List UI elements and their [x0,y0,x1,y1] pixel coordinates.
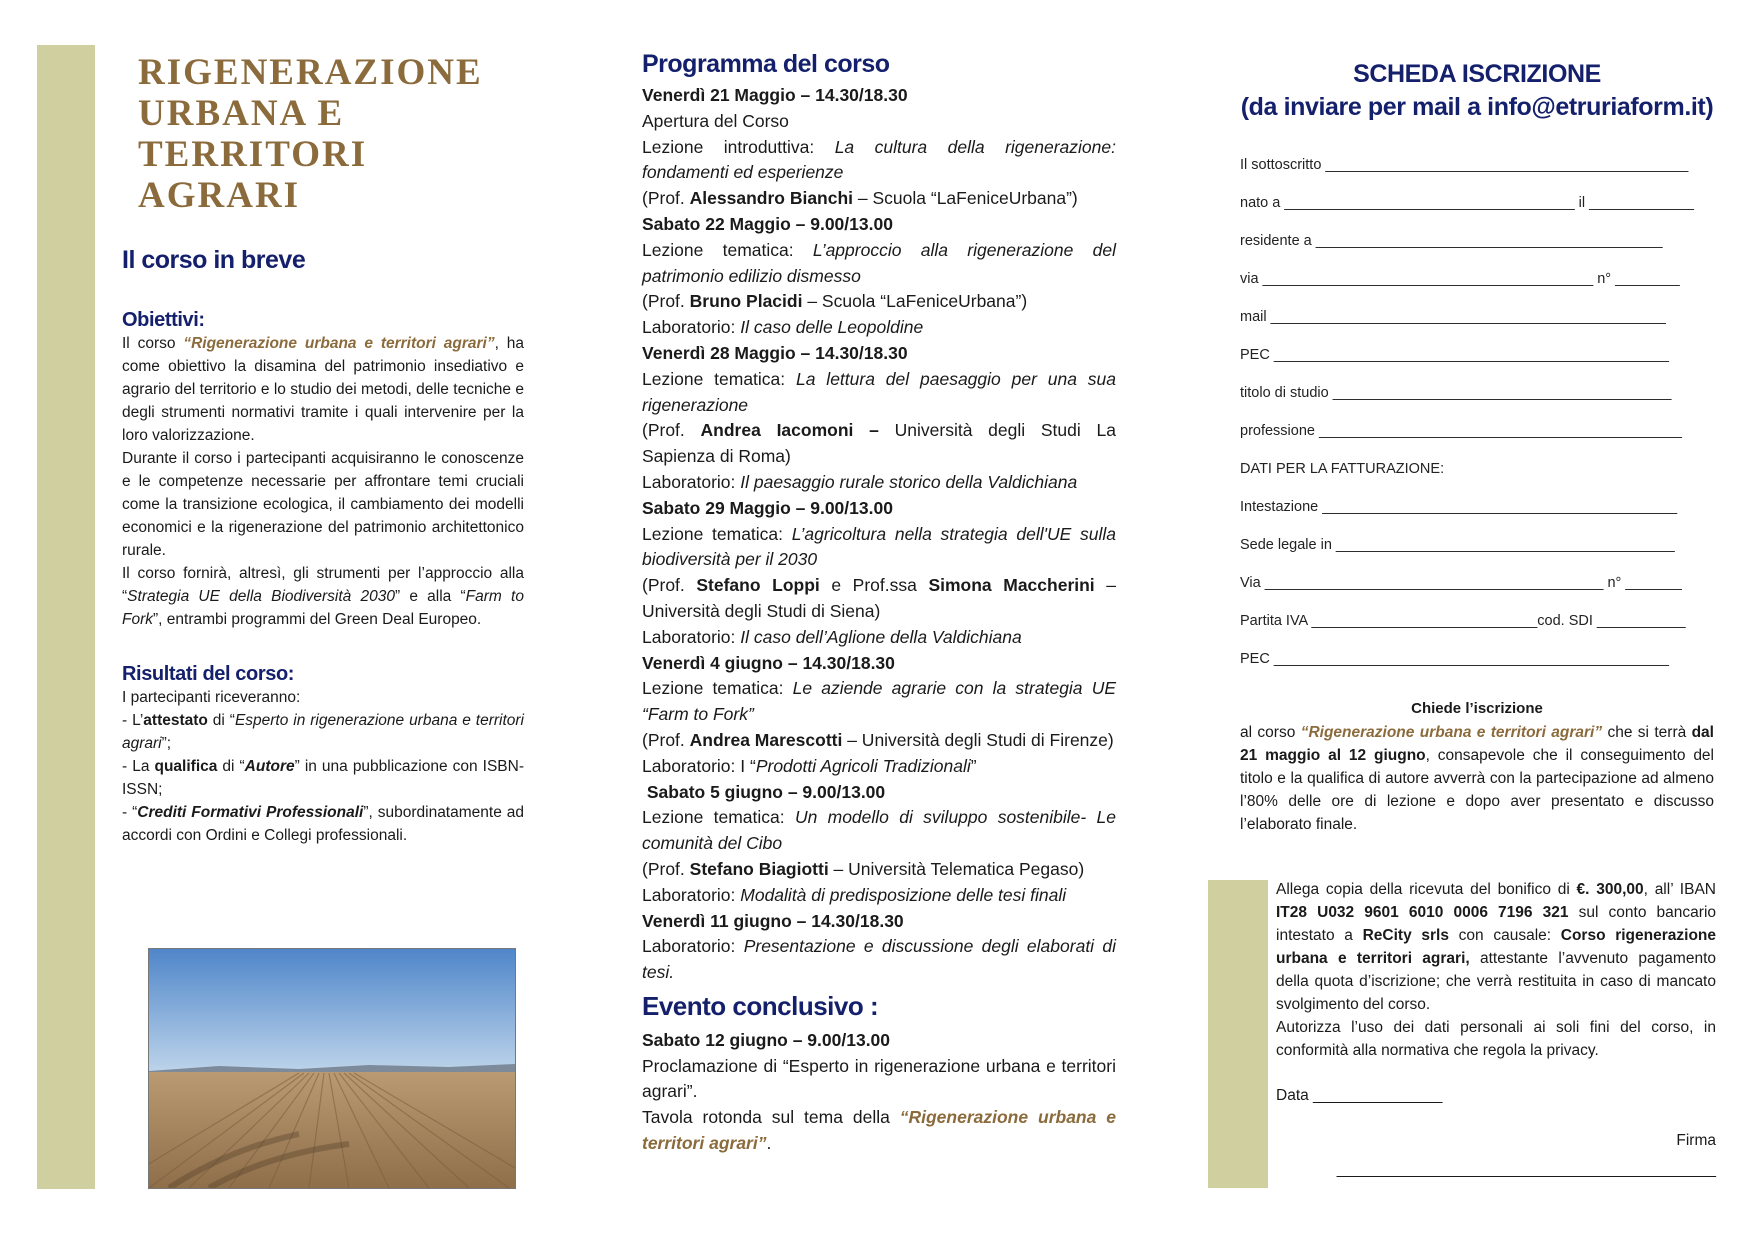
session-item: Laboratorio: Il caso delle Leopoldine [642,317,924,338]
field-billing-pec[interactable]: PEC _________________________________________________ [1240,651,1669,667]
session-item: Apertura del Corso [642,110,789,131]
session-item: Proclamazione di “Esperto in rigenerazione urbana e territori agrari”. [642,1055,1116,1102]
results-heading: Risultati del corso: [122,663,295,685]
title-line-2: URBANA E [138,93,345,134]
session-item: Lezione tematica: Le aziende agrarie con la strategia UE “Farm to Fork” [642,678,1116,725]
session-speaker: (Prof. Stefano Loppi e Prof.ssa Simona Maccherini – Università degli Studi di Siena) [642,575,1116,621]
signature-label: Firma [1676,1132,1716,1149]
session-date: Venerdì 28 Maggio – 14.30/18.30 [642,342,908,363]
field-residence[interactable]: residente a ___________________________________________ [1240,233,1663,249]
field-name[interactable]: Il sottoscritto _____________________________________________ [1240,157,1689,173]
field-street[interactable]: via _________________________________________ n° ________ [1240,271,1680,287]
objectives-paragraph-3: Il corso fornirà, altresì, gli strumenti per l’approccio alla “Strategia UE della Biodiversità 2030” e alla “Farm to Fork”, entrambi programmi del Green Deal Europeo. [122,565,524,628]
session-item: Laboratorio: Modalità di predisposizione delle tesi finali [642,884,1067,905]
objectives-heading: Obiettivi: [122,309,205,331]
field-degree[interactable]: titolo di studio __________________________________________ [1240,385,1672,401]
request-heading: Chiede l’iscrizione [1411,700,1543,717]
brief-heading: Il corso in breve [122,246,306,274]
field-mail[interactable]: mail _________________________________________________ [1240,309,1666,325]
field-pec[interactable]: PEC _________________________________________________ [1240,347,1669,363]
field-date[interactable]: Data _______________ [1276,1087,1443,1104]
session-item: Lezione tematica: L’agricoltura nella strategia dell'UE sulla biodiversità per il 2030 [642,523,1116,570]
form-heading [1240,58,1714,124]
session-date: Sabato 29 Maggio – 9.00/13.00 [642,497,893,518]
program-column [642,50,1116,1157]
field-birthplace[interactable]: nato a ____________________________________ il _____________ [1240,195,1694,211]
program-list [642,83,1116,986]
landscape-image [149,949,515,1188]
session-speaker: (Prof. Bruno Placidi – Scuola “LaFeniceUrbana”) [642,291,1028,312]
session-speaker: (Prof. Alessandro Bianchi – Scuola “LaFeniceUrbana”) [642,188,1078,209]
session-item: Laboratorio: Il paesaggio rurale storico della Valdichiana [642,471,1078,492]
form-title: SCHEDA ISCRIZIONE [1353,60,1601,88]
field-legal-seat[interactable]: Sede legale in __________________________________________ [1240,537,1675,553]
field-signature[interactable]: ____________________________________________ [1336,1161,1716,1178]
session-date: Venerdì 4 giugno – 14.30/18.30 [642,652,895,673]
session-item: Lezione introduttiva: La cultura della rigenerazione: fondamenti ed esperienze [642,136,1116,183]
right-decorative-bar [1208,880,1268,1188]
results-item-2: - La qualifica di “Autore” in una pubblicazione con ISBN-ISSN; [122,758,525,798]
session-date: Sabato 12 giugno – 9.00/13.00 [642,1029,891,1050]
session-speaker: (Prof. Stefano Biagiotti – Università Telematica Pegaso) [642,858,1085,879]
final-event-list [642,1028,1116,1157]
iban: IT28 U032 9601 6010 0006 7196 321 [1276,904,1569,921]
session-date: Sabato 22 Maggio – 9.00/13.00 [642,213,893,234]
session-date: Sabato 5 giugno – 9.00/13.00 [642,781,886,802]
objectives-text [122,332,524,631]
field-billing-name[interactable]: Intestazione ____________________________________________ [1240,499,1678,515]
field-profession[interactable]: professione _____________________________________________ [1240,423,1682,439]
course-name-highlight: “Rigenerazione urbana e territori agrari” [1300,724,1603,741]
results-text [122,686,524,847]
objectives-paragraph-2: Durante il corso i partecipanti acquisiranno le conoscenze e le competenze necessarie per affrontare temi cruciali come la transizione ecologica, il cambiamento dei modelli economici e la rigenerazione del patrimonio architettonico rurale. [122,450,524,559]
session-item: Lezione tematica: La lettura del paesaggio per una sua rigenerazione [642,368,1116,415]
left-decorative-bar [37,45,95,1189]
results-item-3: - “Crediti Formativi Professionali”, subordinatamente ad accordi con Ordini e Collegi professionali. [122,804,524,844]
course-column [122,52,524,847]
request-text: al corso “Rigenerazione urbana e territori agrari” che si terrà dal 21 maggio al 12 giugno, consapevole che il conseguimento del titolo e la qualifica di autore avverrà con la partecipazione ad almeno l’80% delle ore di lezione e dopo aver presentato e discusso l’elaborato finale. [1240,724,1714,833]
session-speaker: (Prof. Andrea Iacomoni – Università degli Studi La Sapienza di Roma) [642,420,1116,467]
session-date: Venerdì 11 giugno – 14.30/18.30 [642,910,904,931]
billing-heading: DATI PER LA FATTURAZIONE: [1240,461,1445,477]
objectives-paragraph-1: Il corso “Rigenerazione urbana e territori agrari”, ha come obiettivo la disamina del patrimonio insediativo e agrario del territorio e lo studio dei metodi, delle tecniche e degli strumenti normativi tramite i quali intervenire per la loro valorizzazione. [122,335,524,444]
session-item: Tavola rotonda sul tema della “Rigenerazione urbana e territori agrari”. [642,1107,1116,1154]
course-title [138,52,524,216]
session-item: Laboratorio: I “Prodotti Agricoli Tradizionali” [642,755,977,776]
payment-section [1276,878,1716,1181]
title-line-1: RIGENERAZIONE [138,52,483,93]
results-intro: I partecipanti riceveranno: [122,689,301,706]
registration-form-column [1240,58,1714,836]
title-line-3: TERRITORI AGRARI [138,134,368,216]
field-billing-street[interactable]: Via __________________________________________ n° _______ [1240,575,1682,591]
results-item-1: - L’attestato di “Esperto in rigenerazione urbana e territori agrari”; [122,712,524,752]
privacy-text: Autorizza l’uso dei dati personali ai soli fini del corso, in conformità alla normativa che regola la privacy. [1276,1019,1716,1059]
form-subtitle: (da inviare per mail a info@etruriaform.it) [1240,93,1714,121]
session-speaker: (Prof. Andrea Marescotti – Università degli Studi di Firenze) [642,729,1114,750]
field-landscape-photo [148,948,516,1189]
field-vat-sdi[interactable]: Partita IVA ____________________________cod. SDI ___________ [1240,613,1686,629]
session-item: Laboratorio: Presentazione e discussione degli elaborati di tesi. [642,936,1116,983]
final-event-heading: Evento conclusivo : [642,990,879,1021]
session-item: Lezione tematica: Un modello di sviluppo sostenibile- Le comunità del Cibo [642,807,1116,854]
session-item: Laboratorio: Il caso dell’Aglione della Valdichiana [642,626,1022,647]
session-date: Venerdì 21 Maggio – 14.30/18.30 [642,85,908,105]
session-item: Lezione tematica: L’approccio alla rigenerazione del patrimonio edilizio dismesso [642,239,1117,286]
payment-text: Allega copia della ricevuta del bonifico di €. 300,00, all’ IBAN IT28 U032 9601 6010 0006 7196 321 sul conto bancario intestato a ReCity srls con causale: Corso rigenerazione urbana e territori agrari, attestante l’avvenuto pagamento della quota d’iscrizione; che verrà restituita in caso di mancato svolgimento del corso. [1276,881,1717,1013]
course-name-highlight: “Rigenerazione urbana e territori agrari” [642,1107,1116,1154]
program-heading: Programma del corso [642,50,890,78]
course-name-highlight: “Rigenerazione urbana e territori agrari” [183,335,495,352]
form-fields [1240,146,1714,678]
